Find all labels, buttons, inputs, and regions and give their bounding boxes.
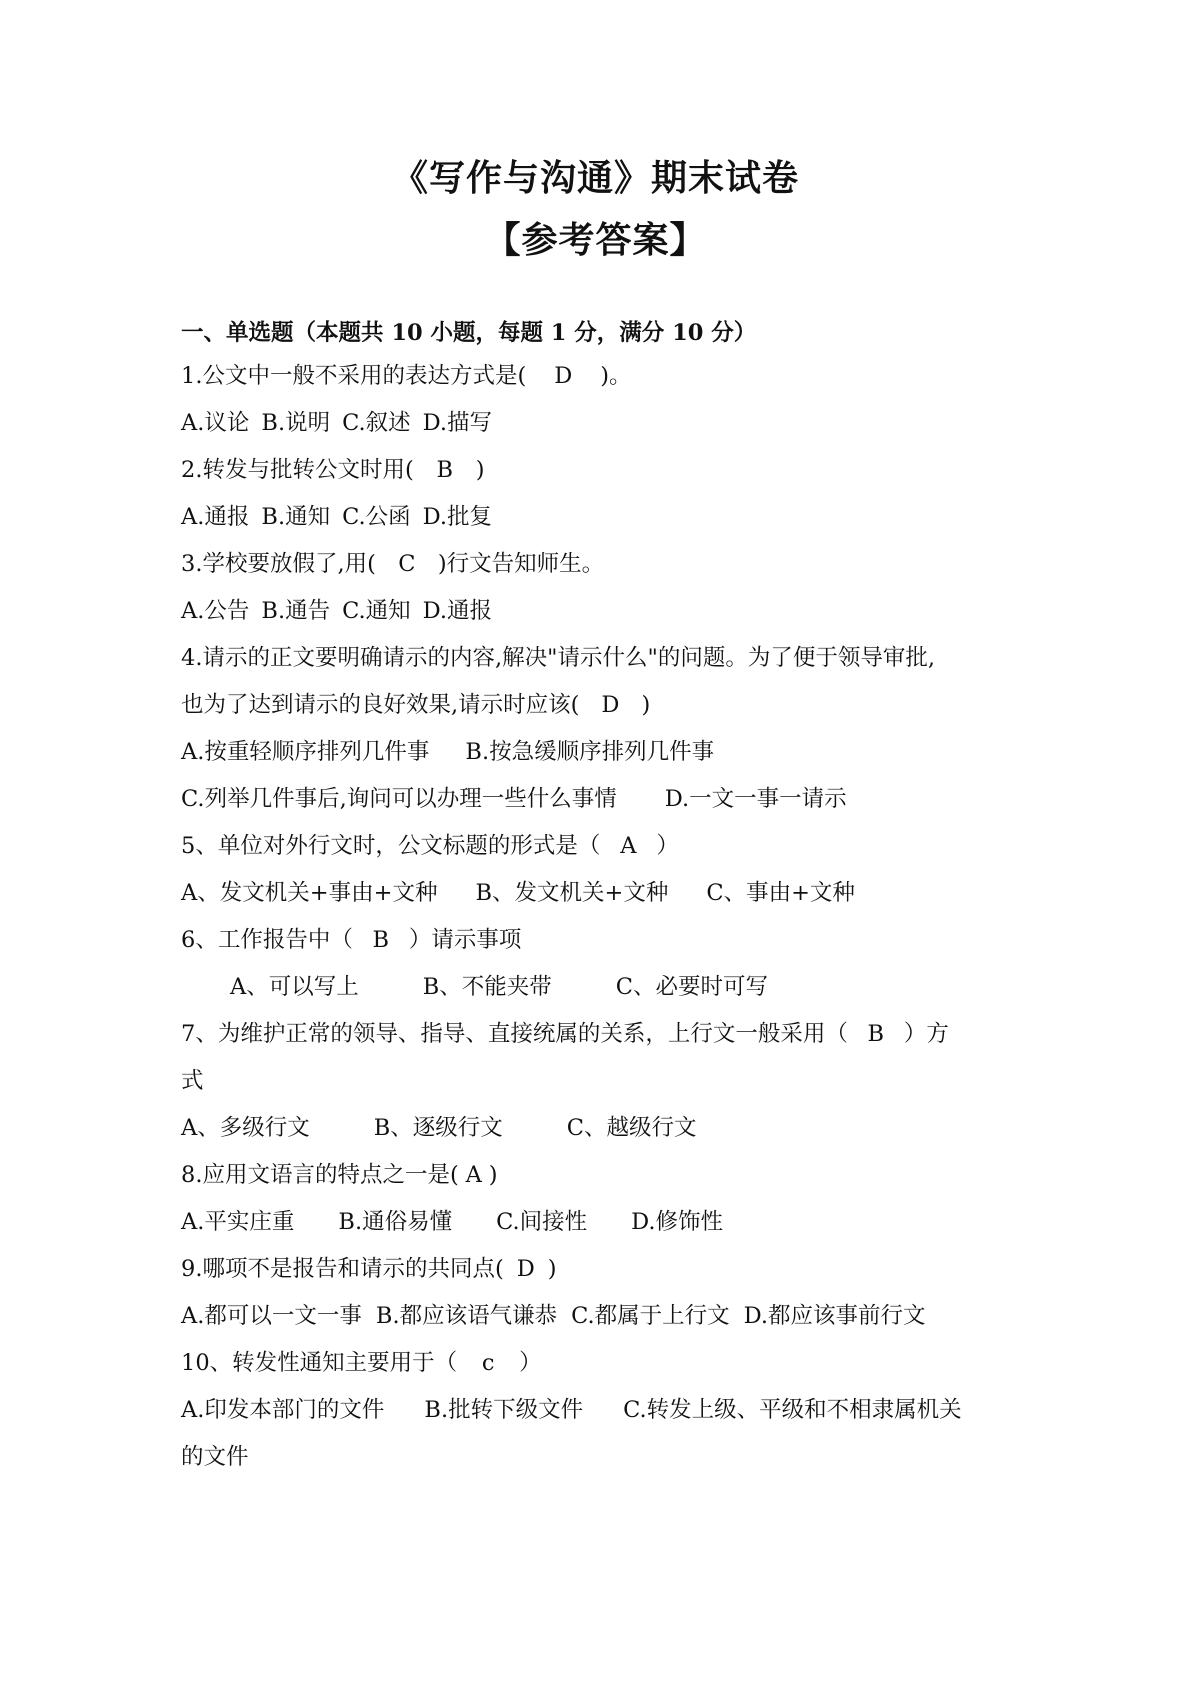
- question-3-options: [181, 588, 1021, 635]
- question-6-stem: [181, 917, 1021, 964]
- option: A.平实庄重: [181, 1209, 295, 1235]
- question-stem-text: ): [641, 692, 651, 718]
- question-4-stem-line1: 4.请示的正文要明确请示的内容,解决"请示什么"的问题。为了便于领导审批,: [181, 645, 935, 671]
- answer-mark: D: [516, 1256, 535, 1282]
- question-stem-text: ): [547, 1256, 557, 1282]
- answer-mark: B: [867, 1021, 885, 1047]
- question-stem-text: 1.公文中一般不采用的表达方式是(: [181, 363, 527, 389]
- option: B.通俗易懂: [338, 1209, 453, 1235]
- answer-mark: B: [372, 927, 390, 953]
- question-4-stem-line2: [181, 682, 1021, 729]
- option: A.议论: [181, 410, 250, 436]
- option: B、不能夹带: [422, 974, 552, 1000]
- option: B.说明: [261, 410, 331, 436]
- section-heading: 一、单选题（本题共 10 小题，每题 1 分，满分 10 分）: [181, 320, 757, 346]
- question-stem-text: ）: [656, 833, 679, 859]
- answer-mark: C: [398, 551, 416, 577]
- option: A、发文机关+事由+文种: [181, 880, 438, 906]
- question-stem-text: ）方: [903, 1021, 949, 1047]
- question-stem-text: ): [488, 1162, 498, 1188]
- question-8-stem: [181, 1152, 1021, 1199]
- question-9-options: [181, 1293, 1021, 1340]
- option: B.批转下级文件: [424, 1397, 584, 1423]
- option: C.都属于上行文: [571, 1303, 730, 1329]
- option: A、多级行文: [181, 1115, 310, 1141]
- option: C、越级行文: [566, 1115, 697, 1141]
- option: C.公函: [342, 504, 411, 530]
- question-stem-text: 10、转发性通知主要用于（: [181, 1350, 458, 1376]
- document-title: 《写作与沟通》期末试卷: [391, 157, 799, 199]
- question-stem-text: 5、单位对外行文时，公文标题的形式是（: [181, 833, 601, 859]
- question-1-options: [181, 400, 1021, 447]
- question-stem-text: ）请示事项: [408, 927, 522, 953]
- option: B、逐级行文: [373, 1115, 503, 1141]
- option: B.通告: [261, 598, 331, 624]
- question-1-stem: [181, 353, 1021, 400]
- question-list: [181, 315, 1021, 1481]
- question-stem-text: )行文告知师生。: [437, 551, 605, 577]
- question-10-options: [181, 1387, 1021, 1434]
- question-stem-text: 8.应用文语言的特点之一是(: [181, 1162, 459, 1188]
- option: B.按急缓顺序排列几件事: [465, 739, 715, 765]
- option: C.通知: [342, 598, 411, 624]
- question-8-options: [181, 1199, 1021, 1246]
- option: A.按重轻顺序排列几件事: [181, 739, 430, 765]
- question-stem-text: 3.学校要放假了,用(: [181, 551, 376, 577]
- answer-mark: A: [465, 1162, 482, 1188]
- question-4-options-line2: [181, 776, 1021, 823]
- question-10-options-line2: 的文件: [181, 1444, 249, 1470]
- question-2-options: [181, 494, 1021, 541]
- option: D.通报: [422, 598, 493, 624]
- answer-mark: c: [481, 1350, 495, 1376]
- question-7-stem-line2: 式: [181, 1068, 204, 1094]
- option: A.都可以一文一事: [181, 1303, 362, 1329]
- option: C.列举几件事后,询问可以办理一些什么事情: [181, 786, 617, 812]
- answer-mark: B: [436, 457, 454, 483]
- option: A.通报: [181, 504, 250, 530]
- question-stem-text: 6、工作报告中（: [181, 927, 353, 953]
- option: B.都应该语气谦恭: [375, 1303, 558, 1329]
- question-stem-text: )。: [600, 363, 632, 389]
- question-4-options-line1: [181, 729, 1021, 776]
- option: D.修饰性: [631, 1209, 724, 1235]
- option: D.都应该事前行文: [743, 1303, 926, 1329]
- question-7-options: [181, 1105, 1021, 1152]
- question-9-stem: [181, 1246, 1021, 1293]
- document-subtitle: 【参考答案】: [484, 219, 707, 261]
- question-stem-text: 也为了达到请示的良好效果,请示时应该(: [181, 692, 580, 718]
- question-stem-text: ）: [519, 1350, 542, 1376]
- option: B.通知: [261, 504, 331, 530]
- option: D.描写: [422, 410, 493, 436]
- option: B、发文机关+文种: [475, 880, 669, 906]
- option: A、可以写上: [230, 974, 359, 1000]
- question-5-options: [181, 870, 1021, 917]
- question-10-stem: [181, 1340, 1021, 1387]
- answer-mark: D: [601, 692, 620, 718]
- question-6-options: [181, 964, 1021, 1011]
- option: C.间接性: [496, 1209, 588, 1235]
- question-stem-text: 7、为维护正常的领导、指导、直接统属的关系，上行文一般采用（: [181, 1021, 848, 1047]
- option: D.批复: [422, 504, 493, 530]
- option: C.转发上级、平级和不相隶属机关: [623, 1397, 962, 1423]
- question-stem-text: 2.转发与批转公文时用(: [181, 457, 414, 483]
- option: A.公告: [181, 598, 250, 624]
- option: C、事由+文种: [706, 880, 855, 906]
- option: A.印发本部门的文件: [181, 1397, 385, 1423]
- answer-mark: D: [554, 363, 573, 389]
- question-2-stem: [181, 447, 1021, 494]
- question-3-stem: [181, 541, 1021, 588]
- question-stem-text: 9.哪项不是报告和请示的共同点(: [181, 1256, 504, 1282]
- option: C、必要时可写: [615, 974, 769, 1000]
- answer-mark: A: [620, 833, 637, 859]
- question-5-stem: [181, 823, 1021, 870]
- option: D.一文一事一请示: [664, 786, 847, 812]
- question-7-stem-line1: [181, 1011, 1021, 1058]
- option: C.叙述: [342, 410, 411, 436]
- question-stem-text: ): [475, 457, 485, 483]
